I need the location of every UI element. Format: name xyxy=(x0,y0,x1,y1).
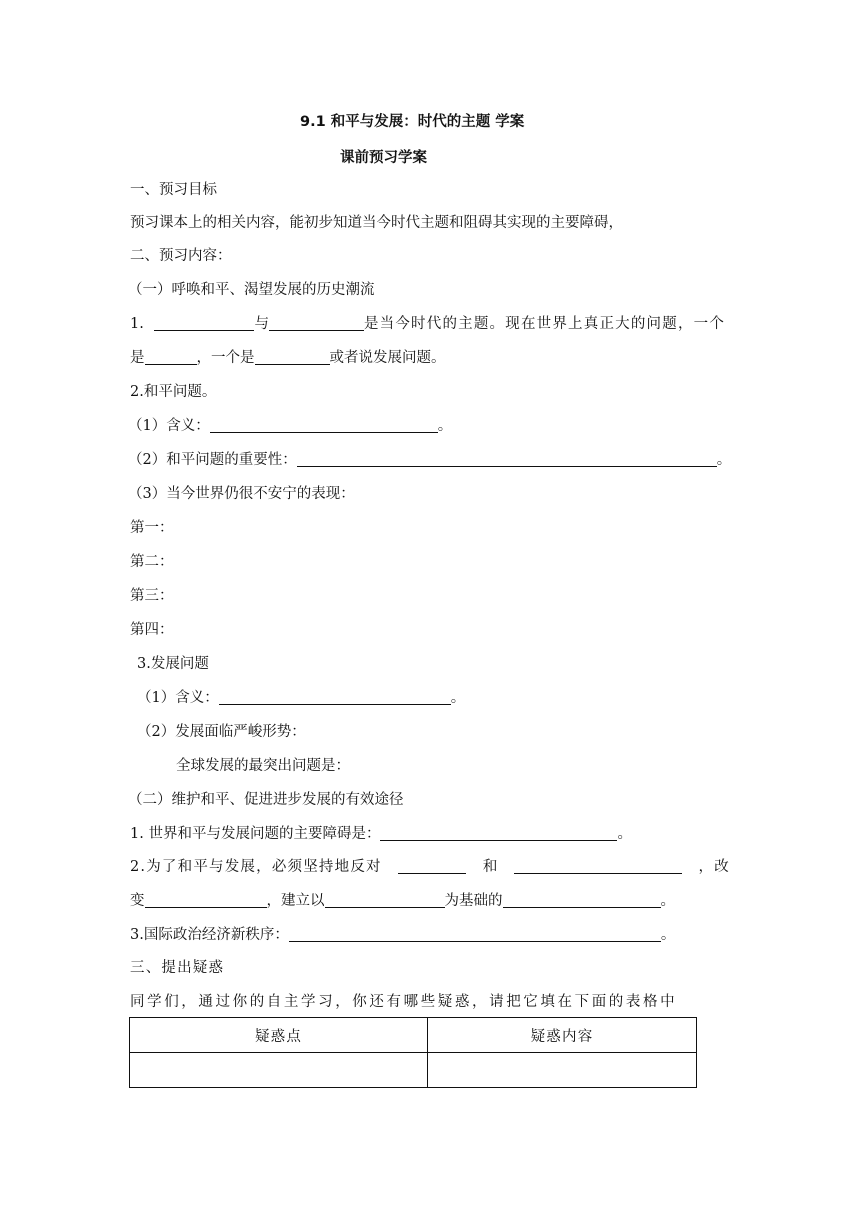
q3-b: （2）发展面临严峻形势： xyxy=(137,724,306,740)
period: 。 xyxy=(450,690,466,706)
q2-a xyxy=(128,416,452,436)
q1-and: 与 xyxy=(254,316,269,332)
p2-line2 xyxy=(130,891,675,911)
q2-b-label: （2）和平问题的重要性： xyxy=(128,452,297,468)
period: 。 xyxy=(617,826,632,842)
blank-field[interactable] xyxy=(154,314,254,331)
blank-field[interactable] xyxy=(503,891,661,908)
q2-first: 第一： xyxy=(130,520,174,536)
q2-c: （3）当今世界仍很不安宁的表现： xyxy=(128,486,355,502)
q2-second: 第二： xyxy=(130,554,174,570)
q2-b xyxy=(128,450,731,470)
q1-tail: 或者说发展问题。 xyxy=(329,350,446,366)
p2-line1 xyxy=(130,857,730,877)
doubts-text: 同学们，通过你的自主学习，你还有哪些疑惑，请把它填在下面的表格中 xyxy=(130,994,678,1010)
q3-heading: 3.发展问题 xyxy=(137,656,209,672)
part2-heading: （二）维护和平、促进进步发展的有效途径 xyxy=(128,792,404,808)
doc-title: 9.1 和平与发展：时代的主题 学案 xyxy=(300,114,525,130)
blank-field[interactable] xyxy=(297,450,717,467)
q2-heading: 2.和平问题。 xyxy=(130,384,217,400)
period: 。 xyxy=(437,418,453,434)
p3-label: 3.国际政治经济新秩序： xyxy=(130,927,289,943)
blank-field[interactable] xyxy=(255,348,330,365)
p3-line xyxy=(130,925,675,945)
table-header-cell: 疑惑点 xyxy=(130,1018,428,1053)
table-cell[interactable] xyxy=(428,1053,697,1088)
section-heading-goals: 一、预习目标 xyxy=(130,182,217,198)
q2-a-label: （1）含义： xyxy=(128,418,210,434)
table-row xyxy=(130,1053,697,1088)
q3-a-label: （1）含义： xyxy=(137,690,219,706)
part1-heading: （一）呼唤和平、渴望发展的历史潮流 xyxy=(128,282,375,298)
q2-third: 第三： xyxy=(130,588,174,604)
q2-fourth: 第四： xyxy=(130,622,174,638)
blank-field[interactable] xyxy=(380,824,617,841)
blank-field[interactable] xyxy=(219,688,451,705)
blank-field[interactable] xyxy=(210,416,438,433)
p2-establish: ，建立以 xyxy=(266,893,325,909)
period: 。 xyxy=(716,452,732,468)
q1-text-b: 个 xyxy=(709,316,726,332)
q1-number: 1. xyxy=(130,316,144,332)
q1-text-a: 是当今时代的主题。现在世界上真正大的问题，一 xyxy=(363,316,710,332)
period: 。 xyxy=(660,927,676,943)
blank-field[interactable] xyxy=(145,348,197,365)
goals-text: 预习课本上的相关内容，能初步知道当今时代主题和阻碍其实现的主要障碍， xyxy=(130,215,623,231)
p2-basis: 为基础的 xyxy=(444,893,503,909)
p1-label: 1. 世界和平与发展问题的主要障碍是： xyxy=(130,826,381,842)
q1-line2 xyxy=(130,348,446,368)
table-cell[interactable] xyxy=(130,1053,428,1088)
p2-and: 和 xyxy=(482,859,498,875)
section-heading-doubts: 三、提出疑惑 xyxy=(130,960,225,976)
blank-field[interactable] xyxy=(289,925,661,942)
blank-field[interactable] xyxy=(398,857,466,874)
blank-field[interactable] xyxy=(514,857,682,874)
p2-lead: 2.为了和平与发展，必须坚持地反对 xyxy=(130,859,382,875)
p2-change: 变 xyxy=(130,893,145,909)
section-heading-content: 二、预习内容： xyxy=(130,248,232,264)
table-header-row xyxy=(130,1018,697,1053)
q1-line1 xyxy=(130,314,725,334)
p2-tail: ，改 xyxy=(698,859,730,875)
blank-field[interactable] xyxy=(325,891,445,908)
period: 。 xyxy=(660,893,675,909)
doc-subtitle: 课前预习学案 xyxy=(340,150,427,166)
table-header-cell: 疑惑内容 xyxy=(428,1018,697,1053)
blank-field[interactable] xyxy=(269,314,364,331)
blank-field[interactable] xyxy=(145,891,267,908)
doubts-table xyxy=(129,1017,697,1088)
q3-b-sub: 全球发展的最突出问题是： xyxy=(176,758,350,774)
q3-a xyxy=(137,688,465,708)
q1-comma: ，一个是 xyxy=(196,350,255,366)
q1-shi: 是 xyxy=(130,350,145,366)
p1-line xyxy=(130,824,632,844)
